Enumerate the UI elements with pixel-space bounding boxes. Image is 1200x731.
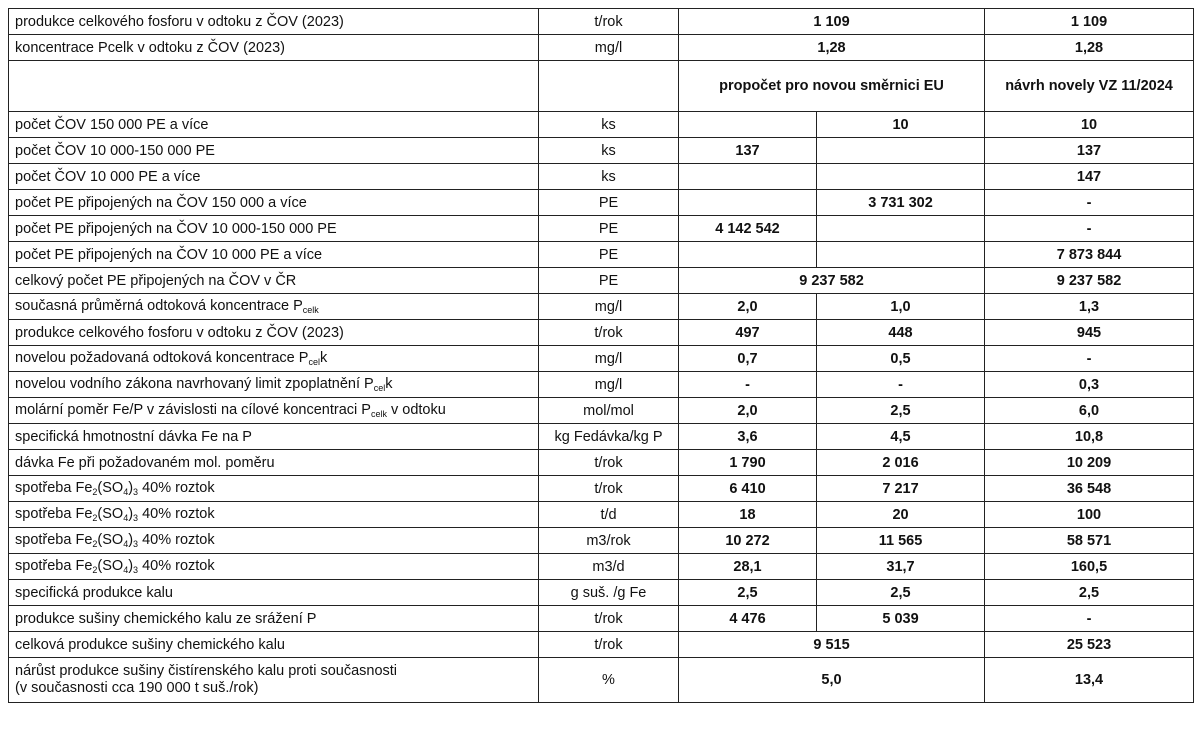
value-cell-vz: 147 [985, 164, 1194, 190]
unit-cell: PE [539, 268, 679, 294]
row-label [9, 61, 539, 112]
label-text: spotřeba Fe [15, 506, 93, 522]
value-cell-1: 28,1 [679, 554, 817, 580]
value-cell-1: 4 476 [679, 606, 817, 632]
row-label: produkce celkového fosforu v odtoku z ČOV (2023) [9, 9, 539, 35]
table-row [9, 112, 1194, 138]
table-row [9, 216, 1194, 242]
value-cell-1: 0,7 [679, 346, 817, 372]
value-cell-vz: 10,8 [985, 424, 1194, 450]
value-cell-vz: - [985, 346, 1194, 372]
unit-cell: m3/rok [539, 528, 679, 554]
merged-value-cell: 9 237 582 [679, 268, 985, 294]
value-cell-vz: 10 209 [985, 450, 1194, 476]
row-label: počet ČOV 10 000 PE a více [9, 164, 539, 190]
value-cell-1 [679, 112, 817, 138]
value-cell-vz: 1,28 [985, 35, 1194, 61]
label-subscript: celk [302, 305, 319, 315]
table-row [9, 658, 1194, 703]
label-subscript: 3 [133, 513, 139, 523]
unit-cell [539, 61, 679, 112]
row-label: počet PE připojených na ČOV 10 000 PE a více [9, 242, 539, 268]
value-cell-vz: 58 571 [985, 528, 1194, 554]
label-suffix: 40% roztok [138, 480, 215, 496]
unit-cell: mg/l [539, 372, 679, 398]
value-cell-1: 2,0 [679, 294, 817, 320]
label-text: novelou požadovaná odtoková koncentrace P [15, 350, 309, 366]
label-text: ) [128, 532, 134, 548]
row-label: počet PE připojených na ČOV 10 000-150 000 PE [9, 216, 539, 242]
value-cell-2: 10 [817, 112, 985, 138]
table-row [9, 138, 1194, 164]
value-cell-1: - [679, 372, 817, 398]
value-cell-1: 2,0 [679, 398, 817, 424]
unit-cell: mol/mol [539, 398, 679, 424]
value-cell-2 [817, 138, 985, 164]
merged-value-cell: 9 515 [679, 632, 985, 658]
value-cell-1: 497 [679, 320, 817, 346]
row-label [9, 528, 539, 554]
label-subscript: 4 [123, 539, 129, 549]
label-text: ) [128, 506, 134, 522]
row-label [9, 554, 539, 580]
label-subscript: 3 [133, 539, 139, 549]
label-subscript: 3 [133, 487, 139, 497]
row-label: celková produkce sušiny chemického kalu [9, 632, 539, 658]
value-cell-vz: 1 109 [985, 9, 1194, 35]
value-cell-1: 3,6 [679, 424, 817, 450]
row-label: specifická produkce kalu [9, 580, 539, 606]
label-text: (SO [97, 506, 124, 522]
label-subscript: cel [373, 383, 386, 393]
value-cell-2: 11 565 [817, 528, 985, 554]
label-suffix: 40% roztok [138, 532, 215, 548]
value-cell-2: 2,5 [817, 580, 985, 606]
unit-cell: t/rok [539, 606, 679, 632]
merged-value-cell: 1 109 [679, 9, 985, 35]
value-cell-vz: 13,4 [985, 658, 1194, 703]
label-suffix: k [385, 376, 393, 392]
table-row [9, 346, 1194, 372]
row-label: dávka Fe při požadovaném mol. poměru [9, 450, 539, 476]
row-label: počet ČOV 10 000-150 000 PE [9, 138, 539, 164]
row-label [9, 294, 539, 320]
label-line: nárůst produkce sušiny čistírenského kalu proti současnosti [15, 663, 398, 679]
value-cell-vz: 6,0 [985, 398, 1194, 424]
unit-cell: kg Fedávka/kg P [539, 424, 679, 450]
table-row [9, 294, 1194, 320]
unit-cell: t/rok [539, 632, 679, 658]
label-text: spotřeba Fe [15, 480, 93, 496]
value-cell-1 [679, 164, 817, 190]
value-cell-vz: - [985, 606, 1194, 632]
unit-cell: ks [539, 164, 679, 190]
value-cell-2: 2,5 [817, 398, 985, 424]
value-cell-vz: 9 237 582 [985, 268, 1194, 294]
unit-cell: mg/l [539, 294, 679, 320]
label-subscript: 4 [123, 565, 129, 575]
value-cell-2: 4,5 [817, 424, 985, 450]
value-cell-vz: 7 873 844 [985, 242, 1194, 268]
column-header-vz: návrh novely VZ 11/2024 [985, 61, 1194, 112]
label-subscript: 3 [133, 565, 139, 575]
label-subscript: celk [370, 409, 387, 419]
value-cell-1 [679, 242, 817, 268]
value-cell-vz: 2,5 [985, 580, 1194, 606]
value-cell-1: 6 410 [679, 476, 817, 502]
table-row [9, 424, 1194, 450]
row-label: specifická hmotnostní dávka Fe na P [9, 424, 539, 450]
label-suffix: k [319, 350, 328, 366]
value-cell-vz: - [985, 216, 1194, 242]
value-cell-vz: 36 548 [985, 476, 1194, 502]
unit-cell: mg/l [539, 35, 679, 61]
label-subscript: 4 [123, 487, 129, 497]
label-text: ) [128, 558, 134, 574]
merged-value-cell: 1,28 [679, 35, 985, 61]
unit-cell: PE [539, 216, 679, 242]
unit-cell: t/rok [539, 450, 679, 476]
label-subscript: 4 [123, 513, 129, 523]
row-label [9, 372, 539, 398]
row-label [9, 476, 539, 502]
label-suffix: 40% roztok [138, 558, 215, 574]
table-row [9, 398, 1194, 424]
unit-cell: t/rok [539, 476, 679, 502]
row-label: počet ČOV 150 000 PE a více [9, 112, 539, 138]
data-table [8, 8, 1194, 703]
unit-cell: PE [539, 242, 679, 268]
value-cell-vz: 137 [985, 138, 1194, 164]
value-cell-1: 4 142 542 [679, 216, 817, 242]
value-cell-1: 2,5 [679, 580, 817, 606]
value-cell-vz: 945 [985, 320, 1194, 346]
table-row [9, 632, 1194, 658]
label-text: novelou vodního zákona navrhovaný limit zpoplatnění P [15, 376, 374, 392]
row-label [9, 502, 539, 528]
value-cell-2: 5 039 [817, 606, 985, 632]
value-cell-2 [817, 216, 985, 242]
label-text: současná průměrná odtoková koncentrace P [15, 298, 303, 314]
value-cell-vz: 1,3 [985, 294, 1194, 320]
label-suffix: v odtoku [386, 402, 446, 418]
value-cell-1 [679, 190, 817, 216]
value-cell-vz: 160,5 [985, 554, 1194, 580]
unit-cell: g suš. /g Fe [539, 580, 679, 606]
row-label [9, 398, 539, 424]
table-row [9, 190, 1194, 216]
unit-cell: m3/d [539, 554, 679, 580]
column-header-eu: propočet pro novou směrnici EU [679, 61, 985, 112]
table-row [9, 9, 1194, 35]
row-label: produkce sušiny chemického kalu ze srážení P [9, 606, 539, 632]
value-cell-2 [817, 164, 985, 190]
label-subscript: cel [308, 357, 320, 367]
table-row [9, 320, 1194, 346]
label-text: (SO [97, 532, 124, 548]
label-text: molární poměr Fe/P v závislosti na cílové koncentraci P [15, 402, 371, 418]
unit-cell: t/rok [539, 9, 679, 35]
unit-cell: t/rok [539, 320, 679, 346]
value-cell-2: 31,7 [817, 554, 985, 580]
table-row [9, 580, 1194, 606]
label-text: ) [128, 480, 134, 496]
unit-cell: mg/l [539, 346, 679, 372]
label-subscript: 2 [92, 539, 98, 549]
row-label: koncentrace Pcelk v odtoku z ČOV (2023) [9, 35, 539, 61]
value-cell-2: 3 731 302 [817, 190, 985, 216]
table-row [9, 164, 1194, 190]
value-cell-vz: 100 [985, 502, 1194, 528]
value-cell-1: 1 790 [679, 450, 817, 476]
table-row [9, 606, 1194, 632]
value-cell-1: 18 [679, 502, 817, 528]
table-row [9, 61, 1194, 112]
table-row [9, 242, 1194, 268]
label-text: spotřeba Fe [15, 532, 93, 548]
table-row [9, 554, 1194, 580]
value-cell-2: 7 217 [817, 476, 985, 502]
unit-cell: PE [539, 190, 679, 216]
value-cell-2: 20 [817, 502, 985, 528]
value-cell-vz: 25 523 [985, 632, 1194, 658]
value-cell-2: - [817, 372, 985, 398]
label-line: (v současnosti cca 190 000 t suš./rok) [15, 680, 259, 696]
table-row [9, 528, 1194, 554]
unit-cell: ks [539, 138, 679, 164]
label-suffix: 40% roztok [138, 506, 215, 522]
table-row [9, 450, 1194, 476]
row-label: produkce celkového fosforu v odtoku z ČOV (2023) [9, 320, 539, 346]
value-cell-2: 1,0 [817, 294, 985, 320]
table-row [9, 268, 1194, 294]
value-cell-1: 10 272 [679, 528, 817, 554]
unit-cell: % [539, 658, 679, 703]
value-cell-2: 0,5 [817, 346, 985, 372]
row-label [9, 346, 539, 372]
label-subscript: 2 [92, 487, 98, 497]
label-text: spotřeba Fe [15, 558, 93, 574]
value-cell-vz: 0,3 [985, 372, 1194, 398]
label-text: (SO [97, 558, 124, 574]
value-cell-1: 137 [679, 138, 817, 164]
table-row [9, 372, 1194, 398]
value-cell-vz: 10 [985, 112, 1194, 138]
value-cell-2: 448 [817, 320, 985, 346]
unit-cell: ks [539, 112, 679, 138]
value-cell-2 [817, 242, 985, 268]
merged-value-cell: 5,0 [679, 658, 985, 703]
value-cell-2: 2 016 [817, 450, 985, 476]
row-label: počet PE připojených na ČOV 150 000 a více [9, 190, 539, 216]
unit-cell: t/d [539, 502, 679, 528]
table-row [9, 35, 1194, 61]
label-text: (SO [97, 480, 124, 496]
row-label [9, 658, 539, 703]
table-row [9, 476, 1194, 502]
label-subscript: 2 [92, 565, 98, 575]
table-row [9, 502, 1194, 528]
row-label: celkový počet PE připojených na ČOV v ČR [9, 268, 539, 294]
value-cell-vz: - [985, 190, 1194, 216]
label-subscript: 2 [92, 513, 98, 523]
